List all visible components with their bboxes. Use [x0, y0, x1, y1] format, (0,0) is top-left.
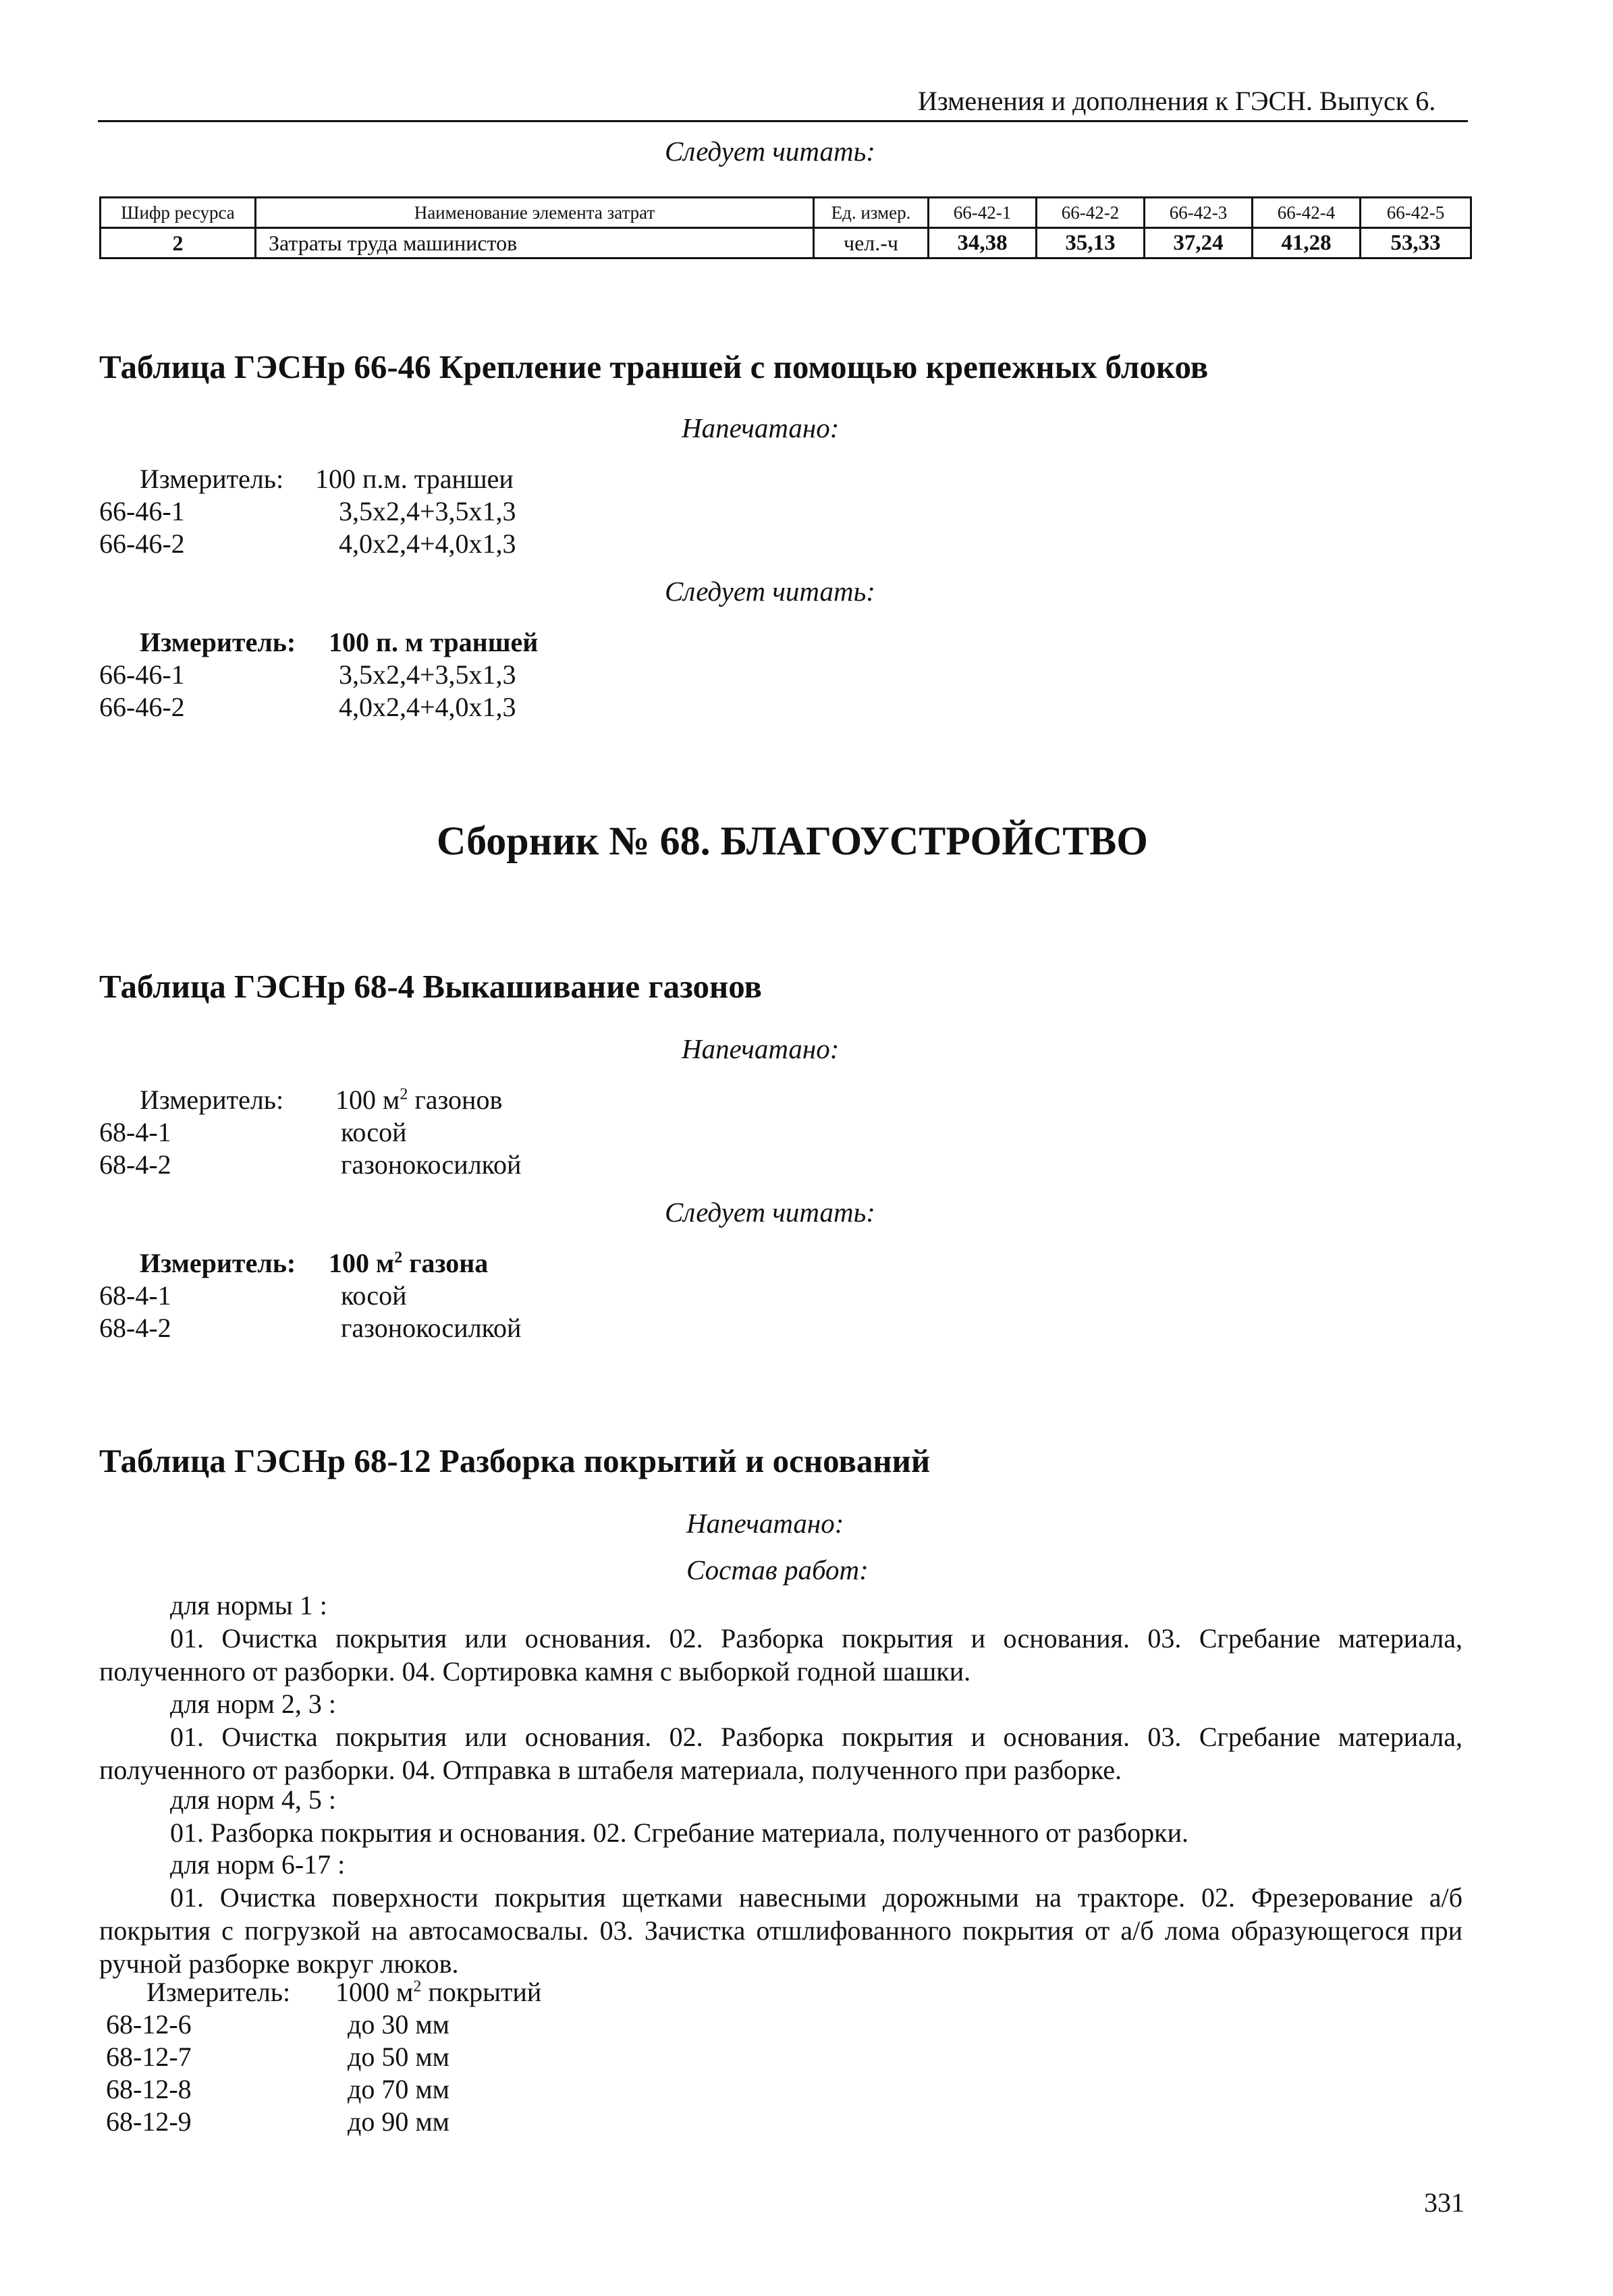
meter-value: 100 п.м. траншеи: [315, 464, 514, 494]
column-header: 66-42-1: [929, 198, 1037, 228]
works-label: Состав работ:: [686, 1554, 869, 1585]
works-paragraph: 01. Очистка покрытия или основания. 02. Разборка покрытия и основания. 03. Сгребание материала, полученного от разборки. 04. Сортировка камня с выборкой годной шашки.: [99, 1623, 1462, 1687]
norm-code: 68-12-8: [106, 2074, 192, 2104]
norm-code: 68-12-6: [106, 2009, 192, 2040]
norm-value: до 50 мм: [348, 2042, 449, 2072]
works-paragraph: 01. Очистка поверхности покрытия щетками навесными дорожными на тракторе. 02. Фрезерование а/б покрытия с погрузкой на автосамосвалы. 03. Зачистка отшлифованного покрытия от а/б лома образующегося при ручной разборке вокруг люков.: [99, 1882, 1462, 1979]
table-cell: 37,24: [1145, 228, 1253, 258]
norm-value: газонокосилкой: [341, 1313, 522, 1343]
table-cell: 2: [101, 228, 256, 258]
column-header: 66-42-3: [1145, 198, 1253, 228]
norm-group-label: для норм 4, 5 :: [170, 1784, 336, 1815]
table-cell: Затраты труда машинистов: [256, 228, 814, 258]
column-header: 66-42-4: [1253, 198, 1361, 228]
norm-code: 68-12-9: [106, 2106, 192, 2137]
norm-value: косой: [341, 1280, 407, 1311]
norm-group-label: для норм 6-17 :: [170, 1849, 346, 1880]
table-cell: чел.-ч: [814, 228, 929, 258]
column-header: Шифр ресурса: [101, 198, 256, 228]
column-header: 66-42-2: [1037, 198, 1145, 228]
norm-code: 66-46-1: [99, 496, 185, 526]
norm-code: 66-46-2: [99, 692, 185, 722]
table-cell: 35,13: [1037, 228, 1145, 258]
norm-code: 68-4-2: [99, 1313, 171, 1343]
norm-code: 66-46-1: [99, 659, 185, 690]
meter-value: 100 п. м траншей: [329, 627, 539, 657]
meter-value: 1000 $м^2$ покрытий: [335, 1977, 542, 2007]
norm-value: 3,5x2,4+3,5x1,3: [339, 496, 516, 526]
read-as-note: Следует читать:: [665, 136, 875, 167]
page-number: 331: [1424, 2187, 1465, 2218]
meter-label: Измеритель:: [146, 1977, 291, 2007]
meter-label: Измеритель:: [140, 1248, 296, 1278]
section-title: Таблица ГЭСНр 66-46 Крепление траншей с помощью крепежных блоков: [99, 348, 1209, 385]
read-as-note: Следует читать:: [665, 576, 875, 607]
column-header: Наименование элемента затрат: [256, 198, 814, 228]
norm-code: 68-4-1: [99, 1117, 171, 1147]
works-paragraph: 01. Разборка покрытия и основания. 02. Сгребание материала, полученного от разборки.: [170, 1817, 1188, 1848]
norm-value: до 30 мм: [348, 2009, 449, 2040]
section-title: Таблица ГЭСНр 68-12 Разборка покрытий и оснований: [99, 1442, 931, 1479]
norm-value: 3,5x2,4+3,5x1,3: [339, 659, 516, 690]
norm-value: 4,0x2,4+4,0x1,3: [339, 692, 516, 722]
norm-value: газонокосилкой: [341, 1149, 522, 1180]
norm-code: 68-4-1: [99, 1280, 171, 1311]
column-header: 66-42-5: [1361, 198, 1471, 228]
norm-code: 68-12-7: [106, 2042, 192, 2072]
column-header: Ед. измер.: [814, 198, 929, 228]
meter-value: 100 $м^2$ газонов: [335, 1085, 503, 1115]
works-paragraph: 01. Очистка покрытия или основания. 02. Разборка покрытия и основания. 03. Сгребание материала, полученного от разборки. 04. Отправка в штабеля материала, полученного при разборке.: [99, 1722, 1462, 1785]
table-cell: 53,33: [1361, 228, 1471, 258]
printed-note: Напечатано:: [682, 1033, 840, 1064]
running-header: Изменения и дополнения к ГЭСН. Выпуск 6.: [918, 86, 1436, 116]
norm-value: до 70 мм: [348, 2074, 449, 2104]
table-cell: 41,28: [1253, 228, 1361, 258]
table-cell: 34,38: [929, 228, 1037, 258]
meter-label: Измеритель:: [140, 464, 284, 494]
norm-value: косой: [341, 1117, 407, 1147]
printed-note: Напечатано:: [682, 412, 840, 443]
header-rule: [98, 120, 1468, 122]
table-header-row: [101, 198, 1471, 228]
resource-table: [99, 196, 1472, 259]
meter-label: Измеритель:: [140, 627, 296, 657]
section-title: Таблица ГЭСНр 68-4 Выкашивание газонов: [99, 968, 763, 1005]
read-as-note: Следует читать:: [665, 1197, 875, 1228]
norm-group-label: для нормы 1 :: [170, 1590, 327, 1620]
printed-note: Напечатано:: [686, 1508, 844, 1539]
meter-label: Измеритель:: [140, 1085, 284, 1115]
norm-code: 68-4-2: [99, 1149, 171, 1180]
norm-code: 66-46-2: [99, 528, 185, 559]
norm-value: 4,0x2,4+4,0x1,3: [339, 528, 516, 559]
meter-value: 100 $м^2$ газона: [329, 1248, 489, 1278]
norm-group-label: для норм 2, 3 :: [170, 1689, 336, 1719]
table-row: [101, 228, 1471, 258]
collection-title: Сборник № 68. БЛАГОУСТРОЙСТВО: [437, 819, 1148, 863]
norm-value: до 90 мм: [348, 2106, 449, 2137]
